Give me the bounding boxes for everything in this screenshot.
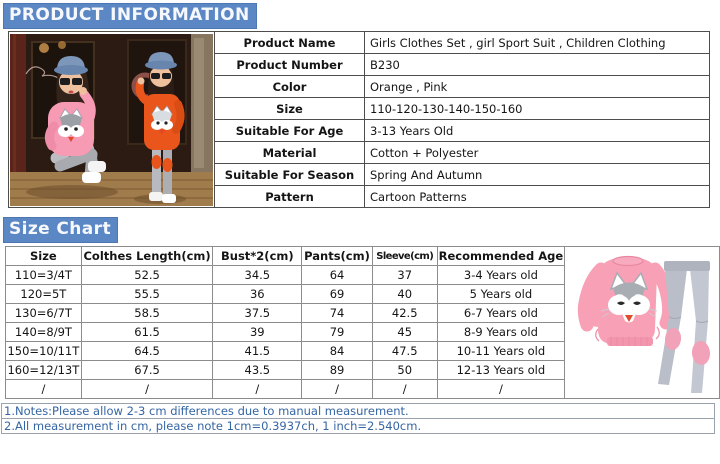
size-cell: 140=8/9T [6,323,82,342]
size-cell: / [6,380,82,399]
size-cell: 39 [213,323,302,342]
product-value-cell: Orange , Pink [365,76,710,98]
size-cell: 12-13 Years old [437,361,565,380]
size-cell: 74 [302,304,373,323]
product-photo [9,32,215,208]
size-cell: 79 [302,323,373,342]
size-cell: 50 [372,361,437,380]
clothes-length-col-header: Colthes Length(cm) [81,247,213,266]
size-cell: 84 [302,342,373,361]
size-cell: 37 [372,266,437,285]
size-cell: 6-7 Years old [437,304,565,323]
bust-col-header: Bust*2(cm) [213,247,302,266]
size-cell: / [302,380,373,399]
size-cell: 5 Years old [437,285,565,304]
size-cell: / [437,380,565,399]
size-cell: 3-4 Years old [437,266,565,285]
size-cell: 58.5 [81,304,213,323]
size-cell: 55.5 [81,285,213,304]
product-label-cell: Suitable For Season [215,164,365,186]
product-label-cell: Size [215,98,365,120]
size-cell: 40 [372,285,437,304]
size-chart-header: Size Chart [3,217,118,243]
size-cell: / [213,380,302,399]
size-cell: 130=6/7T [6,304,82,323]
table-row [2,419,715,434]
size-cell: 42.5 [372,304,437,323]
product-information-header: PRODUCT INFORMATION [3,3,257,29]
size-cell: 110=3/4T [6,266,82,285]
size-cell: 37.5 [213,304,302,323]
size-cell: 120=5T [6,285,82,304]
size-cell: 36 [213,285,302,304]
size-cell: 67.5 [81,361,213,380]
product-label-cell: Material [215,142,365,164]
product-value-cell: Girls Clothes Set , girl Sport Suit , Children Clothing [365,32,710,54]
product-label-cell: Color [215,76,365,98]
product-value-cell: Spring And Autumn [365,164,710,186]
size-cell: 61.5 [81,323,213,342]
product-value-cell: Cartoon Patterns [365,186,710,208]
product-label-cell: Suitable For Age [215,120,365,142]
size-cell: 41.5 [213,342,302,361]
size-cell: 150=10/11T [6,342,82,361]
size-cell: 69 [302,285,373,304]
table-row [2,404,715,419]
table-row [9,32,710,54]
outfit-photo [565,247,720,399]
product-value-cell: B230 [365,54,710,76]
note-line: 1.Notes:Please allow 2-3 cm differences due to manual measurement. [2,404,715,419]
product-value-cell: 3-13 Years Old [365,120,710,142]
note-line: 2.All measurement in cm, please note 1cm=0.3937ch, 1 inch=2.540cm. [2,419,715,434]
size-cell: / [372,380,437,399]
size-cell: 89 [302,361,373,380]
girls-model-photo-illustration [10,34,213,206]
size-cell: 64 [302,266,373,285]
size-cell: / [81,380,213,399]
sleeve-col-header: Sleeve(cm) [372,247,437,266]
size-cell: 34.5 [213,266,302,285]
size-cell: 47.5 [372,342,437,361]
product-label-cell: Product Number [215,54,365,76]
product-label-cell: Pattern [215,186,365,208]
pants-col-header: Pants(cm) [302,247,373,266]
product-value-cell: Cotton + Polyester [365,142,710,164]
size-chart-table [5,246,720,399]
size-cell: 43.5 [213,361,302,380]
size-cell: 10-11 Years old [437,342,565,361]
size-cell: 64.5 [81,342,213,361]
notes-table [1,403,715,434]
product-info-table [8,31,710,208]
fox-print-outfit-illustration [565,247,718,398]
product-label-cell: Product Name [215,32,365,54]
recommended-age-col-header: Recommended Age [437,247,565,266]
size-cell: 52.5 [81,266,213,285]
table-header-row [6,247,720,266]
size-cell: 45 [372,323,437,342]
size-col-header: Size [6,247,82,266]
size-cell: 8-9 Years old [437,323,565,342]
product-value-cell: 110-120-130-140-150-160 [365,98,710,120]
size-cell: 160=12/13T [6,361,82,380]
